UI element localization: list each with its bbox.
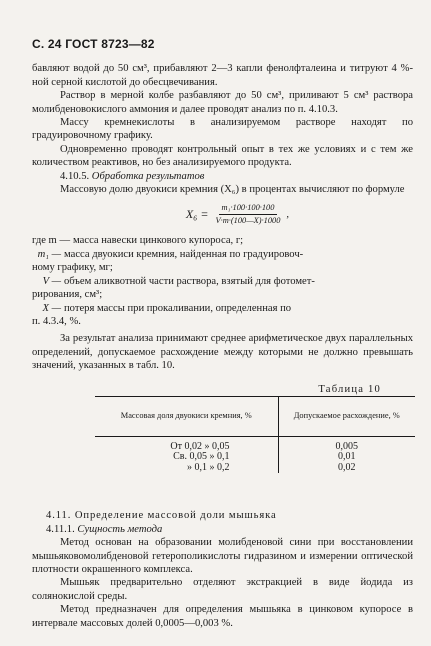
paragraph-formula-lead: Массовую долю двуокиси кремния (X₆) в процентах вычисляют по формуле bbox=[60, 184, 405, 196]
definition-symbol: m₁ — bbox=[37, 248, 61, 260]
definition-continuation: ному графику, мг; bbox=[32, 262, 113, 274]
paragraph-dilution: Раствор в мерной колбе разбавляют до 50 см³, приливают 5 см³ раствора молибденовокислого аммония и далее проводят анализ по п. 4.10.3. bbox=[32, 90, 413, 115]
formula bbox=[62, 203, 413, 226]
definition-symbol: X — bbox=[42, 302, 61, 314]
formula-denominator: V·m·(100—X)·1000 bbox=[215, 216, 281, 226]
table-cell-range: » 0,1 » 0,2 bbox=[95, 463, 278, 474]
table-cell-range: Св. 0,05 » 0,1 bbox=[95, 452, 278, 463]
paragraph-titration: бавляют водой до 50 см³, прибавляют 2—3 капли фенолфталеина и титруют 4 %-ной серной кислотой до обесцвечивания. bbox=[32, 63, 413, 88]
definitions-list bbox=[32, 234, 413, 328]
definition-text: объем аликвотной части раствора, взятый для фотомет- bbox=[64, 275, 315, 287]
definition-symbol: где m — bbox=[32, 235, 71, 247]
table-header-row bbox=[95, 396, 415, 436]
section-4-10-5-heading bbox=[32, 170, 413, 183]
paragraph-control-test: Одновременно проводят контрольный опыт в тех же условиях и с тем же количеством реактивов, но без анализируемого продукта. bbox=[32, 143, 413, 169]
definition-item bbox=[32, 234, 413, 247]
definition-text: масса навески цинкового купороса, г; bbox=[73, 235, 244, 247]
paragraph-method-basis: Метод основан на образовании молибденовой сини при восстановлении мышьяковомолибденовой гетерополикислоты гидразином и измерении оптической плотности окрашенного комплекса. bbox=[32, 537, 413, 576]
definition-item bbox=[32, 302, 413, 315]
table-header-mass-fraction: Массовая доля двуокиси кремния, % bbox=[95, 396, 278, 436]
paragraph-extraction: Мышьяк предварительно отделяют экстракцией в виде йодида из солянокислой среды. bbox=[32, 577, 413, 602]
paragraph-calibration: Массу кремнекислоты в анализируемом растворе находят по градуировочному графику. bbox=[32, 117, 413, 142]
table-cell-value: 0,01 bbox=[338, 451, 356, 463]
definition-text: масса двуокиси кремния, найденная по градуировоч- bbox=[64, 248, 304, 260]
table-row bbox=[95, 436, 415, 452]
table-cell-value: 0,005 bbox=[335, 440, 358, 452]
paragraph-method-range: Метод предназначен для определения мышьяка в цинковом купоросе в интервале массовых долей 0,0005—0,003 %. bbox=[32, 604, 413, 629]
formula-tail: , bbox=[286, 209, 290, 221]
section-number: 4.10.5. bbox=[60, 170, 90, 182]
definition-text: потеря массы при прокаливании, определенная по bbox=[64, 302, 292, 314]
definition-continuation: п. 4.3.4, %. bbox=[32, 315, 81, 327]
table-title: Таблица 10 bbox=[318, 383, 381, 395]
formula-lhs: X₆ = bbox=[185, 207, 209, 222]
definition-continuation: рирования, см³; bbox=[32, 289, 103, 301]
subsection-number: 4.11.1. bbox=[46, 523, 75, 535]
table-cell-range: От 0,02 » 0,05 bbox=[95, 436, 278, 452]
definition-item bbox=[32, 275, 413, 288]
table-10 bbox=[95, 396, 415, 474]
definition-symbol: V — bbox=[42, 275, 61, 287]
section-4-11-heading: 4.11. Определение массовой доли мышьяка bbox=[46, 510, 277, 522]
definition-item bbox=[32, 248, 413, 261]
subsection-title: Сущность метода bbox=[77, 523, 163, 535]
table-header-tolerance: Допускаемое расхождение, % bbox=[278, 396, 415, 436]
section-4-11-1-heading bbox=[32, 523, 413, 536]
page-header: С. 24 ГОСТ 8723—82 bbox=[32, 37, 155, 51]
paragraph-result: За результат анализа принимают среднее арифметическое двух параллельных определений, допускаемое расхождение между которыми не должно превышать значений, указанных в табл. 10. bbox=[32, 333, 413, 372]
formula-numerator: m₁·100·100·100 bbox=[219, 203, 278, 215]
table-row bbox=[95, 463, 415, 474]
formula-fraction bbox=[213, 203, 284, 226]
table-cell-value: 0,02 bbox=[338, 461, 356, 473]
table-row bbox=[95, 452, 415, 463]
section-title: Обработка результатов bbox=[91, 170, 205, 182]
